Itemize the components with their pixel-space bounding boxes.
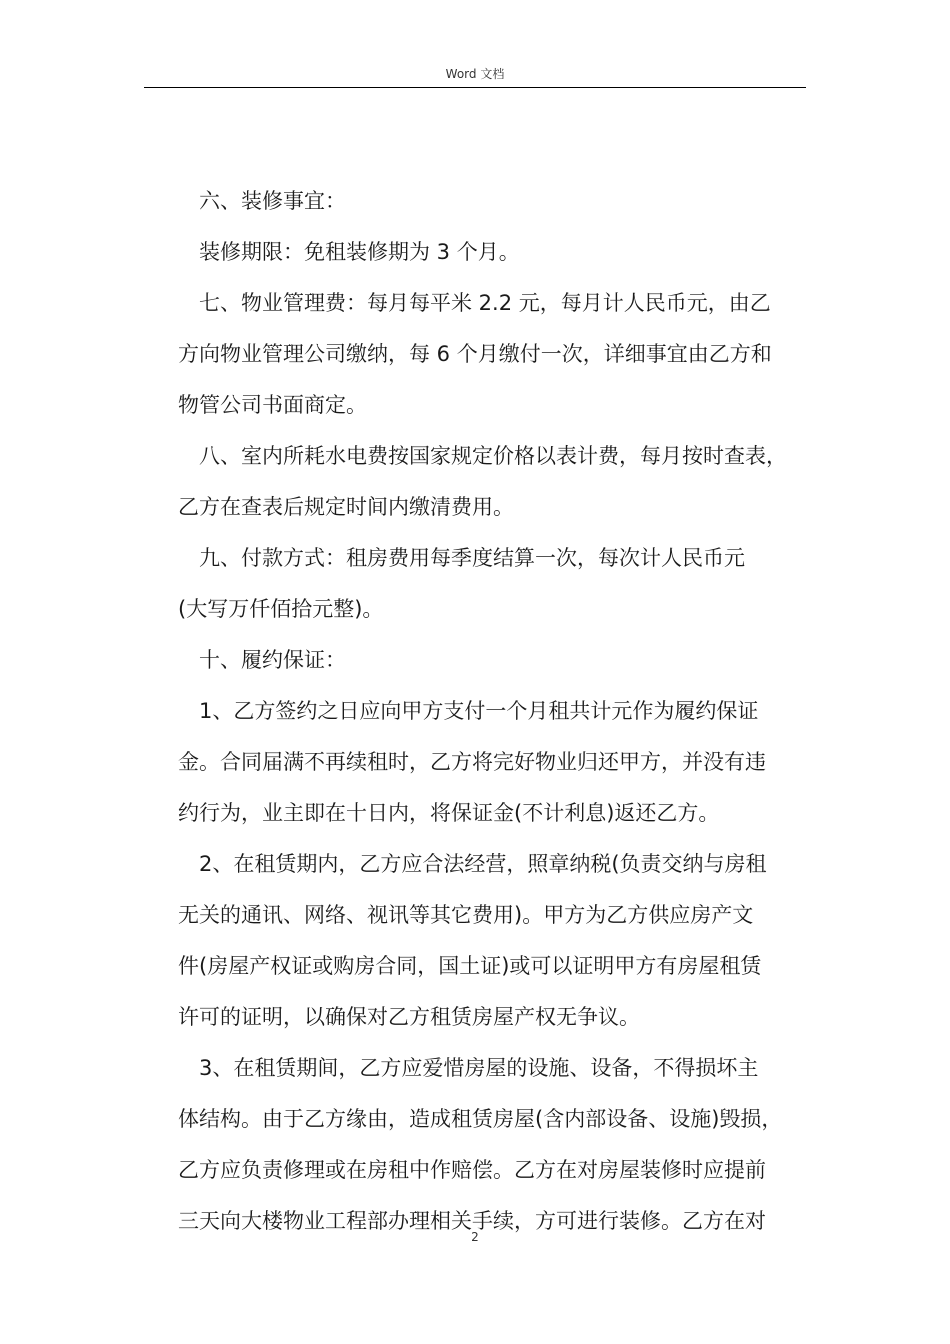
- paragraph-line: 乙方在查表后规定时间内缴清费用。: [178, 495, 514, 519]
- paragraph-line: 1、乙方签约之日应向甲方支付一个月租共计元作为履约保证: [199, 699, 759, 723]
- paragraph-line: 2、在租赁期内，乙方应合法经营，照章纳税(负责交纳与房租: [199, 852, 767, 876]
- paragraph-line: 体结构。由于乙方缘由，造成租赁房屋(含内部设备、设施)毁损，: [178, 1107, 783, 1131]
- paragraph-line: 件(房屋产权证或购房合同，国土证)或可以证明甲方有房屋租赁: [178, 954, 762, 978]
- paragraph-line: 九、付款方式：租房费用每季度结算一次，每次计人民币元: [199, 546, 745, 570]
- paragraph-line: 3、在租赁期间，乙方应爱惜房屋的设施、设备，不得损坏主: [199, 1056, 759, 1080]
- paragraph-line: 十、履约保证：: [199, 648, 346, 672]
- paragraph-line: 七、物业管理费：每月每平米 2.2 元，每月计人民币元，由乙: [199, 291, 771, 315]
- paragraph-line: 许可的证明，以确保对乙方租赁房屋产权无争议。: [178, 1005, 640, 1029]
- paragraph-line: 八、室内所耗水电费按国家规定价格以表计费，每月按时查表，: [199, 444, 787, 468]
- paragraph-line: 约行为，业主即在十日内，将保证金(不计利息)返还乙方。: [178, 801, 720, 825]
- paragraph-line: 三天向大楼物业工程部办理相关手续，方可进行装修。乙方在对: [178, 1209, 766, 1233]
- page-number: 2: [471, 1230, 479, 1244]
- paragraph-line: 金。合同届满不再续租时，乙方将完好物业归还甲方，并没有违: [178, 750, 766, 774]
- header-divider: [144, 87, 806, 88]
- document-body: [178, 176, 818, 1247]
- paragraph-line: 装修期限：免租装修期为 3 个月。: [199, 240, 520, 264]
- paragraph-line: 乙方应负责修理或在房租中作赔偿。乙方在对房屋装修时应提前: [178, 1158, 766, 1182]
- paragraph-line: 六、装修事宜：: [199, 189, 346, 213]
- paragraph-line: (大写万仟佰拾元整)。: [178, 597, 384, 621]
- page-header: Word 文档: [445, 67, 505, 81]
- paragraph-line: 物管公司书面商定。: [178, 393, 367, 417]
- paragraph-line: 无关的通讯、网络、视讯等其它费用)。甲方为乙方供应房产文: [178, 903, 754, 927]
- paragraph-line: 方向物业管理公司缴纳，每 6 个月缴付一次，详细事宜由乙方和: [178, 342, 772, 366]
